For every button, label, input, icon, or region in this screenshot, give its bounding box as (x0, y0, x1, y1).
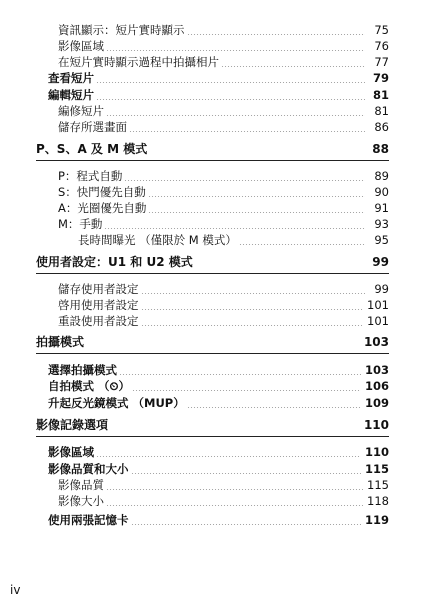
toc-entry-page: 77 (374, 55, 389, 69)
toc-entry-page: 93 (374, 217, 389, 231)
section-page: 103 (363, 335, 389, 349)
dot-leader (148, 212, 365, 213)
toc-entry-label: 儲存所選畫面 (58, 120, 127, 134)
toc-entry-page: 109 (364, 396, 389, 410)
toc-entry-page: 118 (367, 494, 389, 508)
toc-entry-label: 影像品質和大小 (48, 462, 129, 476)
section-heading-shooting-mode (36, 335, 389, 354)
section-page: 110 (363, 418, 389, 432)
toc-entry-label: 影像大小 (58, 494, 104, 508)
dot-leader (131, 524, 361, 525)
toc-entry-page: 81 (372, 88, 389, 102)
dot-leader (141, 325, 364, 326)
dot-leader (106, 489, 363, 490)
toc-entry-page: 81 (374, 104, 389, 118)
toc-entry (58, 24, 389, 37)
dot-leader (96, 99, 365, 100)
toc-entry (48, 463, 389, 476)
toc-entry (58, 121, 389, 134)
section-heading-image-recording (36, 418, 389, 437)
dot-leader (106, 505, 363, 506)
dot-leader (187, 34, 366, 35)
toc-entry-page: 79 (372, 71, 389, 85)
toc-entry (48, 514, 389, 527)
dot-leader (187, 407, 361, 408)
dot-leader (141, 309, 364, 310)
toc-entry-page: 91 (374, 201, 389, 215)
toc-entry-page: 110 (364, 445, 389, 459)
dot-leader (119, 374, 361, 375)
toc-entry-label: 儲存使用者設定 (58, 282, 139, 296)
section-heading-pasm (36, 142, 389, 161)
toc-entry-label: A：光圈優先自動 (58, 201, 147, 215)
toc-entry-label: 使用兩張記憶卡 (48, 513, 129, 527)
toc-entry (58, 495, 389, 508)
toc-entry-page: 115 (364, 462, 389, 476)
toc-entry-label: 編輯短片 (48, 88, 94, 102)
toc-entry-label: 升起反光鏡模式 （MUP） (48, 396, 185, 410)
toc-entry-label: 選擇拍攝模式 (48, 363, 117, 377)
toc-entry-page: 101 (367, 314, 389, 328)
toc-entry (58, 299, 389, 312)
dot-leader (96, 82, 365, 83)
dot-leader (129, 131, 365, 132)
toc-entry-label: 資訊顯示：短片實時顯示 (58, 23, 185, 37)
toc-entry (58, 479, 389, 492)
toc-entry-page: 115 (367, 478, 389, 492)
toc-entry-page: 75 (374, 23, 389, 37)
toc-entry-label: 影像區域 (48, 445, 94, 459)
toc-entry-page: 106 (364, 379, 389, 393)
toc-entry-page: 86 (374, 120, 389, 134)
page-number: iv (10, 583, 21, 597)
dot-leader (239, 244, 365, 245)
toc-entry-page: 99 (374, 282, 389, 296)
dot-leader (104, 228, 365, 229)
toc-entry (48, 446, 389, 459)
toc-entry (58, 56, 389, 69)
toc-entry-page: 95 (374, 233, 389, 247)
toc-entry-page: 101 (367, 298, 389, 312)
toc-entry-label: P：程式自動 (58, 169, 123, 183)
toc-entry-page: 103 (364, 363, 389, 377)
toc-entry-page: 89 (374, 169, 389, 183)
dot-leader (141, 293, 366, 294)
toc-entry-label: 影像區域 (58, 39, 104, 53)
toc-entry (58, 105, 389, 118)
section-title: 拍攝模式 (36, 335, 85, 349)
toc-entry-page: 76 (374, 39, 389, 53)
section-heading-user-settings (36, 255, 389, 274)
toc-entry (58, 40, 389, 53)
toc-entry (58, 170, 389, 183)
toc-entry-page: 119 (364, 513, 389, 527)
toc-entry-label: 影像品質 (58, 478, 104, 492)
toc-entry-page: 90 (374, 185, 389, 199)
toc-entry (58, 186, 389, 199)
toc-entry-label: M：手動 (58, 217, 103, 231)
toc-entry-label: 重設使用者設定 (58, 314, 139, 328)
toc-entry (48, 380, 389, 393)
dot-leader (106, 115, 365, 116)
section-page: 99 (372, 255, 389, 269)
toc-entry (48, 397, 389, 410)
toc-entry (48, 72, 389, 85)
dot-leader (96, 456, 361, 457)
dot-leader (131, 473, 361, 474)
toc-entry-label: 查看短片 (48, 71, 94, 85)
dot-leader (132, 390, 361, 391)
section-page: 88 (372, 142, 389, 156)
toc-entry-label: 在短片實時顯示過程中拍攝相片 (58, 55, 219, 69)
toc-entry-label: 長時間曝光 （僅限於 M 模式） (78, 233, 237, 247)
section-title: 影像記錄選項 (36, 418, 109, 432)
dot-leader (148, 196, 365, 197)
toc-entry (78, 234, 389, 247)
toc-entry (58, 283, 389, 296)
toc-entry (48, 89, 389, 102)
toc-entry-label: 啓用使用者設定 (58, 298, 139, 312)
dot-leader (106, 50, 365, 51)
toc-entry-label: 編修短片 (58, 104, 104, 118)
dot-leader (124, 180, 365, 181)
dot-leader (221, 66, 365, 67)
toc-entry-label: 自拍模式 （⏲） (48, 379, 130, 393)
toc-entry (58, 315, 389, 328)
toc-entry (48, 364, 389, 377)
section-title: 使用者設定：U1 和 U2 模式 (36, 255, 193, 269)
toc-entry (58, 202, 389, 215)
section-title: P、S、A 及 M 模式 (36, 142, 148, 156)
toc-entry-label: S：快門優先自動 (58, 185, 146, 199)
toc-entry (58, 218, 389, 231)
